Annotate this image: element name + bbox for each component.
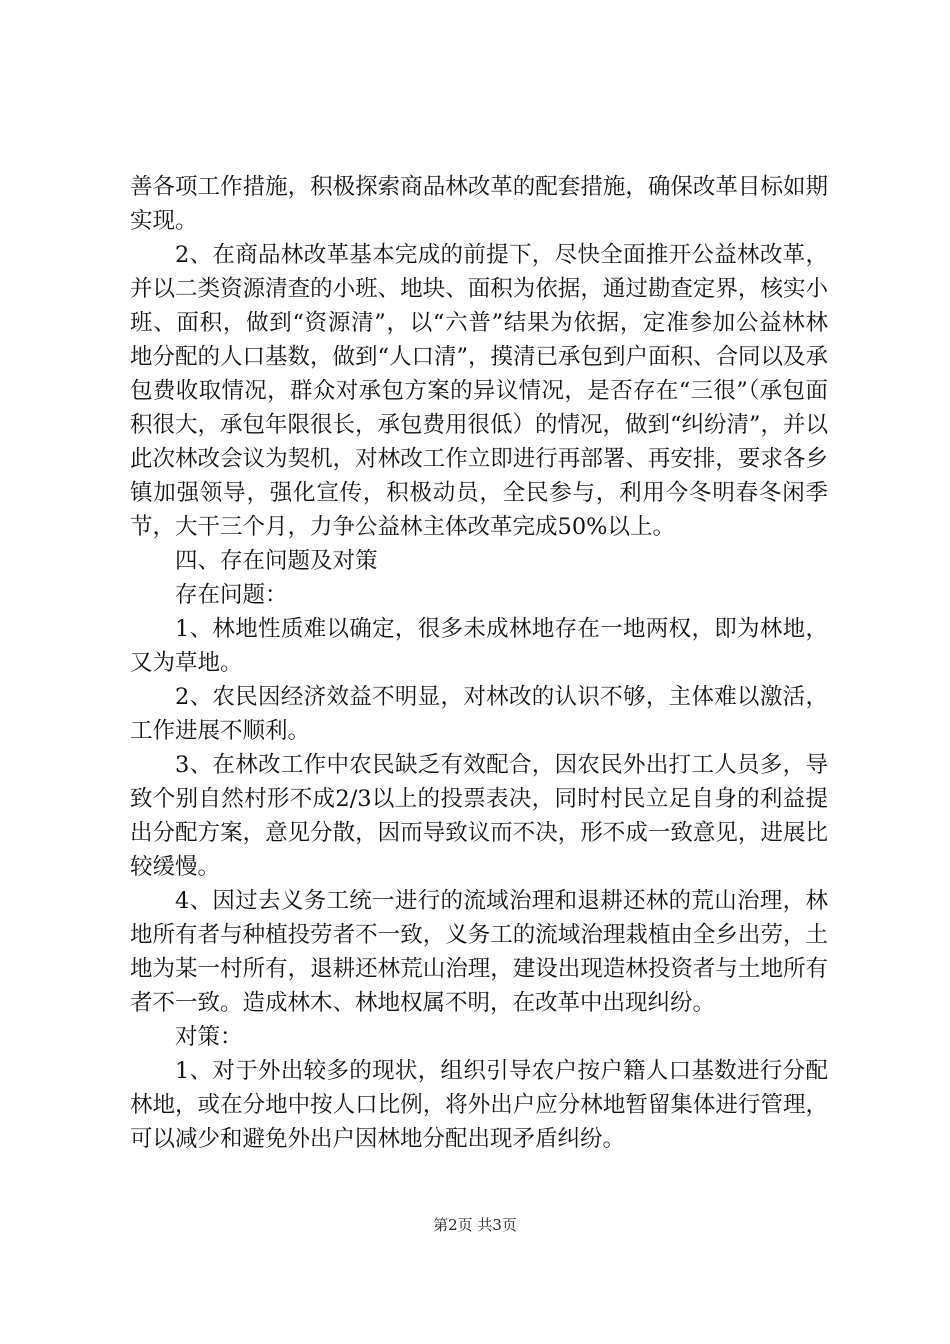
countermeasure-item-1: 1、对于外出较多的现状，组织引导农户按户籍人口基数进行分配林地，或在分地中按人口比例，将外出户应分林地暂留集体进行管理，可以减少和避免外出户因林地分配出现矛盾纠纷。	[130, 1058, 828, 1152]
subheading-countermeasures: 对策：	[175, 1024, 243, 1050]
problem-item-2: 2、农民因经济效益不明显，对林改的认识不够，主体难以激活，工作进展不顺利。	[130, 684, 828, 744]
document-body	[130, 170, 828, 1156]
problem-item-4: 4、因过去义务工统一进行的流域治理和退耕还林的荒山治理，林地所有者与种植投劳者不一致，义务工的流域治理栽植由全乡出劳，土地为某一村所有，退耕还林荒山治理，建设出现造林投资者与土地所有者不一致。造成林木、林地权属不明，在改革中出现纠纷。	[130, 888, 828, 1016]
problem-item-3: 3、在林改工作中农民缺乏有效配合，因农民外出打工人员多，导致个别自然村形不成2/3以上的投票表决，同时村民立足自身的利益提出分配方案，意见分散，因而导致议而不决，形不成一致意见，进展比较缓慢。	[130, 752, 828, 880]
page-footer: 第2页 共3页	[433, 1216, 517, 1234]
subheading-problems: 存在问题：	[175, 582, 288, 608]
section-heading: 四、存在问题及对策	[175, 548, 378, 574]
paragraph-item-2: 2、在商品林改革基本完成的前提下，尽快全面推开公益林改革，并以二类资源清查的小班、地块、面积为依据，通过勘查定界，核实小班、面积，做到“资源清”，以“六普”结果为依据，定准参加公益林林地分配的人口基数，做到“人口清”，摸清已承包到户面积、合同以及承包费收取情况，群众对承包方案的异议情况，是否存在“三很”（承包面积很大，承包年限很长，承包费用很低）的情况，做到“纠纷清”，并以此次林改会议为契机，对林改工作立即进行再部署、再安排，要求各乡镇加强领导，强化宣传，积极动员，全民参与，利用今冬明春冬闲季节，大干三个月，力争公益林主体改革完成50%以上。	[130, 242, 829, 540]
paragraph-continuation: 善各项工作措施，积极探索商品林改革的配套措施，确保改革目标如期实现。	[130, 174, 828, 234]
problem-item-1: 1、林地性质难以确定，很多未成林地存在一地两权，即为林地，又为草地。	[130, 616, 828, 676]
